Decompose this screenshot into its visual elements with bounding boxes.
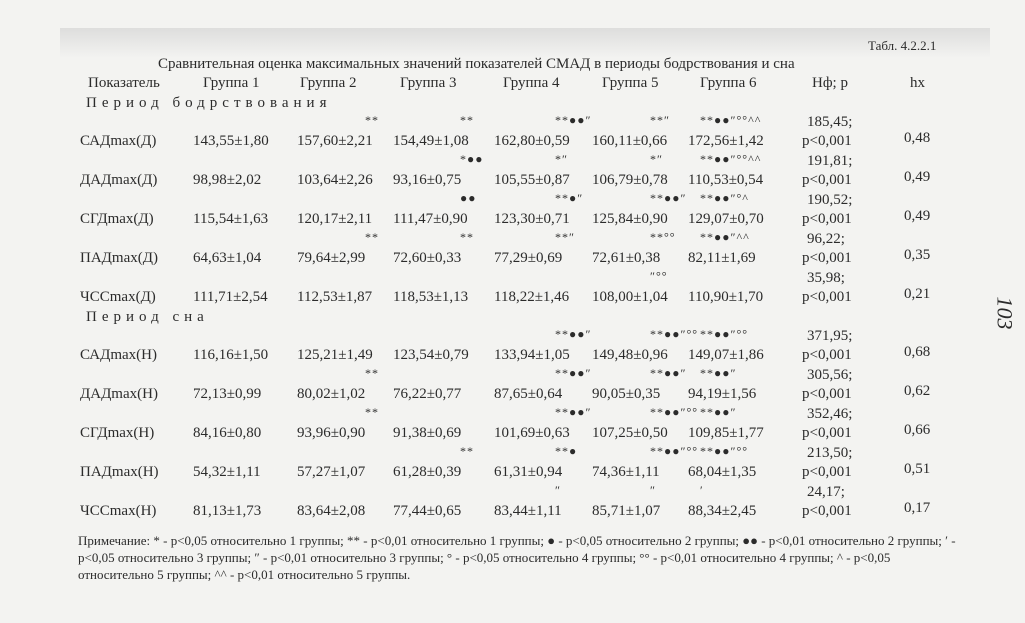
page-number: 103 <box>992 296 1018 330</box>
cell-value: 123,30±0,71 <box>494 211 570 227</box>
significance-mark: **●●″ <box>700 366 737 380</box>
cell-value: 61,28±0,39 <box>393 464 462 480</box>
cell-value: 54,32±1,11 <box>193 464 261 480</box>
p-value: p<0,001 <box>802 289 852 305</box>
cell-value: 143,55±1,80 <box>193 133 269 149</box>
cell-value: 88,34±2,45 <box>688 503 757 519</box>
significance-mark: ** <box>460 113 474 127</box>
cell-value: 72,60±0,33 <box>393 250 462 266</box>
column-header: hx <box>910 75 925 91</box>
cell-value: 83,64±2,08 <box>297 503 366 519</box>
significance-mark: ″ <box>555 483 561 497</box>
hx-value: 0,51 <box>904 461 931 477</box>
significance-mark: **″ <box>555 230 575 244</box>
hx-value: 0,62 <box>904 383 931 399</box>
cell-value: 123,54±0,79 <box>393 347 469 363</box>
cell-value: 118,22±1,46 <box>494 289 570 305</box>
cell-value: 93,96±0,90 <box>297 425 366 441</box>
significance-mark: ″°° <box>650 269 668 283</box>
significance-mark: **●●″ <box>555 327 592 341</box>
cell-value: 93,16±0,75 <box>393 172 462 188</box>
row-label: СГДmax(Н) <box>80 425 155 441</box>
nf-value: 24,17; <box>807 484 845 500</box>
column-header: Группа 6 <box>700 75 757 91</box>
significance-mark: **●●″°° <box>700 444 749 458</box>
cell-value: 112,53±1,87 <box>297 289 373 305</box>
cell-value: 116,16±1,50 <box>193 347 269 363</box>
cell-value: 61,31±0,94 <box>494 464 563 480</box>
significance-mark: **●●″°°^^ <box>700 113 762 127</box>
column-header: Группа 4 <box>503 75 560 91</box>
significance-mark: **°° <box>650 230 676 244</box>
p-value: p<0,001 <box>802 211 852 227</box>
section-label: Период сна <box>86 309 209 325</box>
cell-value: 101,69±0,63 <box>494 425 570 441</box>
row-label: САДmax(Н) <box>80 347 157 363</box>
cell-value: 74,36±1,11 <box>592 464 660 480</box>
cell-value: 77,29±0,69 <box>494 250 563 266</box>
significance-mark: *″ <box>650 152 663 166</box>
cell-value: 129,07±0,70 <box>688 211 764 227</box>
nf-value: 191,81; <box>807 153 853 169</box>
cell-value: 72,13±0,99 <box>193 386 262 402</box>
hx-value: 0,35 <box>904 247 931 263</box>
column-header: Группа 3 <box>400 75 457 91</box>
significance-mark: *●● <box>460 152 484 166</box>
hx-value: 0,49 <box>904 208 931 224</box>
column-header: Показатель <box>88 75 160 91</box>
nf-value: 96,22; <box>807 231 845 247</box>
significance-mark: ** <box>365 405 379 419</box>
row-label: СГДmax(Д) <box>80 211 154 227</box>
cell-value: 125,21±1,49 <box>297 347 373 363</box>
nf-value: 185,45; <box>807 114 853 130</box>
nf-value: 371,95; <box>807 328 853 344</box>
cell-value: 68,04±1,35 <box>688 464 757 480</box>
row-label: ДАДmax(Д) <box>80 172 158 188</box>
p-value: p<0,001 <box>802 425 852 441</box>
nf-value: 35,98; <box>807 270 845 286</box>
cell-value: 98,98±2,02 <box>193 172 262 188</box>
cell-value: 82,11±1,69 <box>688 250 756 266</box>
cell-value: 109,85±1,77 <box>688 425 764 441</box>
cell-value: 111,71±2,54 <box>193 289 268 305</box>
row-label: САДmax(Д) <box>80 133 157 149</box>
cell-value: 94,19±1,56 <box>688 386 757 402</box>
nf-value: 190,52; <box>807 192 853 208</box>
significance-mark: ′ <box>700 483 704 497</box>
significance-mark: **●″ <box>555 191 584 205</box>
p-value: p<0,001 <box>802 386 852 402</box>
cell-value: 110,53±0,54 <box>688 172 764 188</box>
significance-mark: **●●″°°^^ <box>700 152 762 166</box>
cell-value: 106,79±0,78 <box>592 172 668 188</box>
cell-value: 118,53±1,13 <box>393 289 469 305</box>
cell-value: 149,07±1,86 <box>688 347 764 363</box>
cell-value: 157,60±2,21 <box>297 133 373 149</box>
significance-mark: **●●″°° <box>650 405 699 419</box>
cell-value: 115,54±1,63 <box>193 211 269 227</box>
hx-value: 0,66 <box>904 422 931 438</box>
row-label: ЧССmax(Н) <box>80 503 157 519</box>
column-header: Нф; р <box>812 75 848 91</box>
page-edge-shadow <box>60 28 990 58</box>
cell-value: 84,16±0,80 <box>193 425 262 441</box>
cell-value: 105,55±0,87 <box>494 172 570 188</box>
row-label: ПАДmax(Д) <box>80 250 158 266</box>
cell-value: 85,71±1,07 <box>592 503 661 519</box>
column-header: Группа 2 <box>300 75 357 91</box>
cell-value: 120,17±2,11 <box>297 211 373 227</box>
cell-value: 80,02±1,02 <box>297 386 366 402</box>
significance-mark: **● <box>555 444 578 458</box>
significance-mark: **″ <box>650 113 670 127</box>
cell-value: 64,63±1,04 <box>193 250 262 266</box>
nf-value: 352,46; <box>807 406 853 422</box>
significance-mark: **●●″°^ <box>700 191 749 205</box>
hx-value: 0,21 <box>904 286 931 302</box>
significance-mark: **●●″ <box>555 366 592 380</box>
p-value: p<0,001 <box>802 172 852 188</box>
p-value: p<0,001 <box>802 503 852 519</box>
cell-value: 160,11±0,66 <box>592 133 668 149</box>
hx-value: 0,49 <box>904 169 931 185</box>
cell-value: 108,00±1,04 <box>592 289 668 305</box>
significance-mark: ″ <box>650 483 656 497</box>
column-header: Группа 1 <box>203 75 260 91</box>
cell-value: 111,47±0,90 <box>393 211 468 227</box>
cell-value: 103,64±2,26 <box>297 172 373 188</box>
column-header: Группа 5 <box>602 75 659 91</box>
cell-value: 57,27±1,07 <box>297 464 366 480</box>
significance-mark: ** <box>460 444 474 458</box>
cell-value: 83,44±1,11 <box>494 503 562 519</box>
significance-mark: ●● <box>460 191 477 205</box>
cell-value: 172,56±1,42 <box>688 133 764 149</box>
cell-value: 107,25±0,50 <box>592 425 668 441</box>
significance-mark: ** <box>365 230 379 244</box>
significance-mark: **●●″ <box>555 113 592 127</box>
row-label: ДАДmax(Н) <box>80 386 158 402</box>
hx-value: 0,48 <box>904 130 931 146</box>
cell-value: 76,22±0,77 <box>393 386 462 402</box>
p-value: p<0,001 <box>802 347 852 363</box>
cell-value: 72,61±0,38 <box>592 250 661 266</box>
table-title: Сравнительная оценка максимальных значений показателей СМАД в периоды бодрствования и сна <box>158 56 795 72</box>
significance-mark: **●●″ <box>650 191 687 205</box>
significance-mark: ** <box>365 113 379 127</box>
cell-value: 77,44±0,65 <box>393 503 462 519</box>
nf-value: 213,50; <box>807 445 853 461</box>
cell-value: 110,90±1,70 <box>688 289 764 305</box>
significance-mark: **●●″ <box>650 366 687 380</box>
row-label: ПАДmax(Н) <box>80 464 159 480</box>
hx-value: 0,68 <box>904 344 931 360</box>
cell-value: 87,65±0,64 <box>494 386 563 402</box>
cell-value: 154,49±1,08 <box>393 133 469 149</box>
p-value: p<0,001 <box>802 250 852 266</box>
section-label: Период бодрствования <box>86 95 332 111</box>
cell-value: 149,48±0,96 <box>592 347 668 363</box>
table-number: Табл. 4.2.2.1 <box>868 38 937 53</box>
significance-mark: **●●″^^ <box>700 230 750 244</box>
cell-value: 90,05±0,35 <box>592 386 661 402</box>
significance-mark: ** <box>365 366 379 380</box>
significance-mark: **●●″°° <box>700 327 749 341</box>
significance-mark: **●●″ <box>555 405 592 419</box>
cell-value: 81,13±1,73 <box>193 503 262 519</box>
significance-mark: ** <box>460 230 474 244</box>
significance-mark: **●●″ <box>700 405 737 419</box>
significance-mark: *″ <box>555 152 568 166</box>
significance-mark: **●●″°° <box>650 327 699 341</box>
cell-value: 91,38±0,69 <box>393 425 462 441</box>
p-value: p<0,001 <box>802 464 852 480</box>
significance-mark: **●●″°° <box>650 444 699 458</box>
row-label: ЧССmax(Д) <box>80 289 156 305</box>
p-value: p<0,001 <box>802 133 852 149</box>
cell-value: 162,80±0,59 <box>494 133 570 149</box>
cell-value: 125,84±0,90 <box>592 211 668 227</box>
table-note: Примечание: * - p<0,05 относительно 1 группы; ** - p<0,01 относительно 1 группы; ● - p<0,05 относительно 2 группы; ●● - p<0,01 относительно 2 группы; ′ - p<0,05 относительно 3 группы; ″ - p<0,01 относительно 3 группы; ° - p<0,05 относительно 4 группы; °° - p<0,01 относительно 4 группы; ^ - p<0,05 относительно 5 группы; ^^ - p<0,01 относительно 5 группы. <box>78 533 956 582</box>
hx-value: 0,17 <box>904 500 931 516</box>
cell-value: 79,64±2,99 <box>297 250 366 266</box>
nf-value: 305,56; <box>807 367 853 383</box>
cell-value: 133,94±1,05 <box>494 347 570 363</box>
